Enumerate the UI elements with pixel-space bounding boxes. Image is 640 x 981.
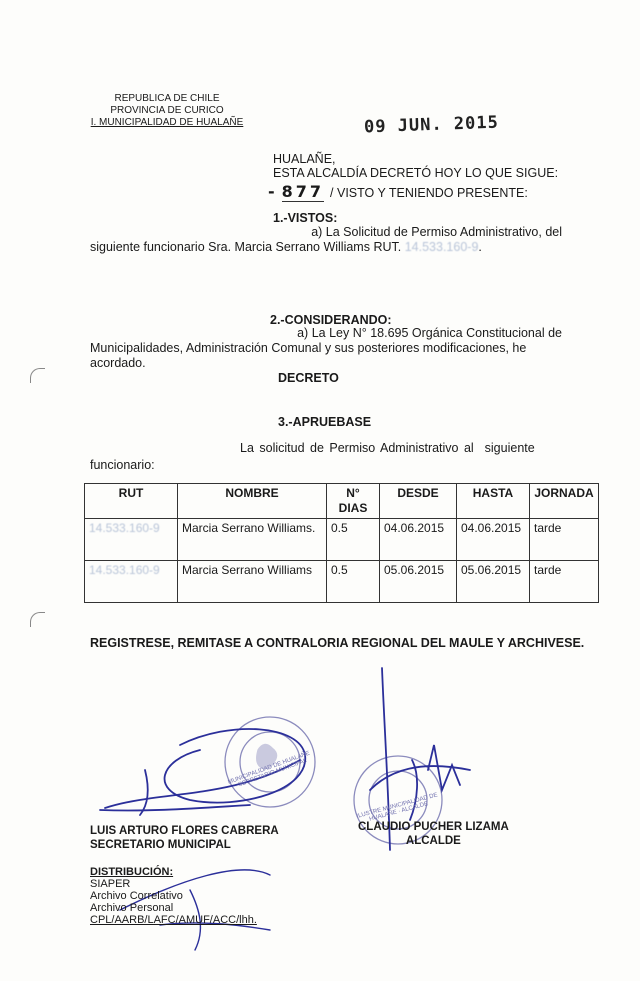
cell-jornada: tarde: [530, 519, 599, 561]
vistos-title: 1.-VISTOS:: [273, 211, 338, 225]
visto-line: / VISTO Y TENIENDO PRESENTE:: [330, 186, 528, 200]
apruebase-text-a: La solicitud de Permiso Administrativo al siguiente: [240, 441, 535, 455]
col-nombre: NOMBRE: [178, 484, 327, 519]
left-signatory: [90, 824, 279, 852]
cell-desde: 04.06.2015: [380, 519, 457, 561]
distribution-item: CPL/AARB/LAFC/AMUF/ACC/lhh.: [90, 914, 257, 926]
cell-rut: 14.533.160-9: [85, 561, 178, 603]
right-seal-text: ILUSTRE MUNICIPALIDAD DE HUALAÑE · ALCALDE: [356, 792, 439, 823]
col-desde: DESDE: [380, 484, 457, 519]
cell-hasta: 05.06.2015: [457, 561, 530, 603]
apruebase-text-b: funcionario:: [90, 458, 155, 472]
considerando-text-b: Municipalidades, Administración Comunal y sus posteriores modificaciones, he: [90, 341, 527, 355]
cell-nombre: Marcia Serrano Williams: [178, 561, 327, 603]
date-stamp: 09 JUN. 2015: [363, 112, 500, 138]
letterhead-country: REPUBLICA DE CHILE: [114, 93, 220, 104]
cell-desde: 05.06.2015: [380, 561, 457, 603]
closing-line: REGISTRESE, REMITASE A CONTRALORIA REGIONAL DEL MAULE Y ARCHIVESE.: [90, 636, 585, 650]
punch-hole-mark: [30, 612, 45, 627]
considerando-title: 2.-CONSIDERANDO:: [270, 313, 392, 327]
cell-rut: 14.533.160-9: [85, 519, 178, 561]
decree-number-prefix: -: [268, 182, 278, 201]
col-jornada: JORNADA: [530, 484, 599, 519]
decreto-heading: DECRETO: [278, 371, 339, 385]
cell-dias: 0.5: [327, 519, 380, 561]
cell-jornada: tarde: [530, 561, 599, 603]
place-line: HUALAÑE,: [273, 152, 336, 166]
col-dias-line1: N°: [346, 486, 360, 500]
right-signatory-name: CLAUDIO PUCHER LIZAMA: [358, 821, 509, 833]
decree-line: ESTA ALCALDÍA DECRETÓ HOY LO QUE SIGUE:: [273, 166, 559, 180]
punch-hole-mark: [30, 368, 45, 383]
letterhead-province: PROVINCIA DE CURICO: [110, 105, 224, 116]
distribution-block: [90, 866, 257, 926]
col-hasta: HASTA: [457, 484, 530, 519]
cell-hasta: 04.06.2015: [457, 519, 530, 561]
vistos-rut: 14.533.160-9: [404, 240, 479, 254]
cell-nombre: Marcia Serrano Williams.: [178, 519, 327, 561]
decree-number: 877: [281, 182, 325, 201]
cell-dias: 0.5: [327, 561, 380, 603]
vistos-text-b: siguiente funcionario Sra. Marcia Serrano Williams RUT.: [90, 240, 402, 254]
apruebase-title: 3.-APRUEBASE: [278, 415, 372, 429]
left-signatory-title: SECRETARIO MUNICIPAL: [90, 839, 231, 851]
distribution-item: Archivo Personal: [90, 902, 174, 914]
considerando-text-c: acordado.: [90, 356, 146, 370]
distribution-title: DISTRIBUCIÓN:: [90, 866, 174, 878]
vistos-text-b-line: siguiente funcionario Sra. Marcia Serrano Williams RUT. 14.533.160-9.: [90, 240, 482, 254]
right-signatory: [358, 820, 509, 848]
col-dias-line2: DIAS: [338, 501, 368, 515]
left-signatory-name: LUIS ARTURO FLORES CABRERA: [90, 825, 279, 837]
left-seal-text: MUNICIPALIDAD DE HUALAÑE · SECRETARIO MUNICIPAL: [227, 750, 311, 790]
col-rut: RUT: [85, 484, 178, 519]
distribution-item: Archivo Correlativo: [90, 890, 183, 902]
right-signatory-title: ALCALDE: [405, 835, 461, 847]
considerando-text-a: a) La Ley N° 18.695 Orgánica Constitucional de: [297, 326, 562, 340]
vistos-text-a: a) La Solicitud de Permiso Administrativo, del: [311, 225, 562, 239]
distribution-item: SIAPER: [90, 878, 131, 890]
letterhead-municipality: I. MUNICIPALIDAD DE HUALAÑE: [90, 117, 244, 128]
